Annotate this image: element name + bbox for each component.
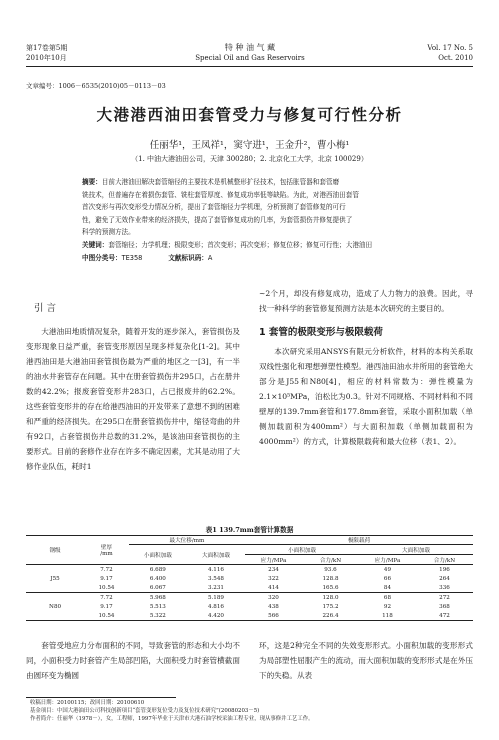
- affiliation: （1. 中油大港油田公司，天津 300280；2. 北京化工大学，北京 100029）: [131, 155, 368, 163]
- abstract-block: [82, 176, 442, 264]
- left-column: [26, 292, 240, 474]
- abstract-line-5: 科学的预测方法。: [82, 228, 135, 237]
- intro-paragraph: 大港油田地质情况复杂，随着开发的逐步深入，套管损伤及变形现象日益严重，套管变形原因呈现多样复杂化[1-2]。其中港西油田是大港油田套管损伤最为严重的地区之一[3]，有一半的油水井套管存在问题。其中在册套管损伤井295口，占在册井数的42.2%；报废套管变形井283口，占已报废井的62.2%。这些套管变形井的存在给港西油田的开发带来了意想不到的困难和严重的经济损失。在295口在册套管损伤井中，缩径弯曲的井有92口，占套管损伤井总数的31.2%，是该油田套管损伤的主要形式。目前的套修作业存在许多不确定因素，尤其是动用了大修作业队伍，耗时1: [26, 327, 240, 471]
- classification-line: 中图分类号：TE358 文献标识码：A: [82, 253, 213, 262]
- th-limit-load: 极限载荷: [245, 535, 473, 545]
- th-steel-grade: 钢级: [49, 547, 61, 554]
- table-row: J55 9.17 6.400 3.548 322 128.8 66 264: [50, 575, 450, 582]
- author-list: 任丽华¹，王凤祥¹，窦守进¹，王金升²，曹小梅¹: [149, 140, 350, 151]
- bottom-right-paragraph: 环，这是2种完全不同的失效变形形式。小面积加载的变形形式为局部塑性屈服产生的流动，而大面积加载的变形形式是在外压下的失稳。从表: [259, 641, 473, 680]
- journal-volume-en: Vol. 17 No. 5: [427, 44, 473, 52]
- footnote-author: 作者简介：任丽华（1978－），女，工程师，1997年毕业于天津市大港石油学校采油工程专业，现从事修井工艺工作。: [30, 716, 314, 722]
- journal-date-cn: 2010年10月: [26, 54, 67, 62]
- th-small-area: 小面积加载: [143, 552, 172, 559]
- journal-name-cn: 特 种 油 气 藏: [224, 43, 276, 52]
- journal-date-en: Oct. 2010: [438, 54, 473, 62]
- abstract-line-3: 首次变形与再次变形受力情况分析，提出了套管缩径力学机理，分析预测了套管修复的可行: [82, 203, 346, 212]
- abstract-line-2: 铣技术，但普遍存在着损伤套管、铣柱套管厚度、修复成功率低等缺陷。为此，对港西油田套管: [82, 190, 359, 199]
- section-1-heading: 1 套管的极限变形与极限载荷: [259, 327, 383, 338]
- journal-volume-cn: 第17卷第5期: [26, 44, 68, 52]
- th-large-area: 大面积加载: [201, 552, 230, 559]
- intro-heading: 引 言: [34, 303, 57, 314]
- keywords-label: 关键词：: [82, 240, 109, 249]
- data-table: [26, 535, 473, 620]
- article-title: 大港港西油田套管受力与修复可行性分析: [96, 106, 403, 124]
- bottom-left-paragraph: 套管受地应力分布面积的不同，导致套管的形态和大小均不同，小面积受力时套管产生局部凹陷，大面积受力时套管横截面由圆环变为椭圆: [26, 641, 240, 680]
- table-row: 10.54 5.322 4.420 566 226.4 118 472: [98, 612, 450, 619]
- th-force: 合力/kN: [433, 557, 456, 564]
- th-small-area-load: 小面积加载: [245, 545, 359, 555]
- table-row: N80 9.17 5.513 4.816 438 175.2 92 368: [49, 603, 450, 610]
- abstract-label: 摘要：: [82, 178, 102, 186]
- table-grid: [26, 535, 473, 620]
- abstract-line-1: 摘要：目前大港油田解决套管缩径的主要技术是机械整形扩径技术，包括胀管器和套管磨: [82, 178, 340, 186]
- footnote-rule: [26, 697, 176, 698]
- journal-name-en: Special Oil and Gas Reservoirs: [195, 54, 305, 62]
- th-max-displacement: 最大位移/mm: [129, 535, 245, 545]
- table-row: 7.72 6.689 4.116 234 93.6 49 196: [100, 566, 450, 573]
- right-column: [259, 286, 473, 449]
- th-stress: 应力/MPa: [260, 557, 287, 564]
- section-1-paragraph: 本次研究采用ANSYS有限元分析软件，材料的本构关系取双线性强化和理想弹塑性模型。港西油田油水井所用的套管绝大部分是J55和N80[4]，相应的材料常数为：弹性模量为2.1×10⁵MPa，泊松比为0.3。针对不同规格、不同材料和不同壁厚的139.7mm套管和177.8mm套管，采取小面积加载（单侧加载面积为400mm²）与大面积加载（单侧加载面积为4000mm²）的方式，计算极限载荷和最大位移（表1、2）。: [259, 347, 473, 446]
- footnote-received: 收稿日期：20100115；改回日期：20100610: [30, 700, 145, 706]
- footnotes: [30, 699, 470, 723]
- abstract-line-4: 性，避免了无效作业带来的经济损失，提高了套管修复成功的几率，为套管损伤井修复提供了: [82, 215, 353, 224]
- th-stress: 应力/MPa: [374, 557, 401, 564]
- th-large-area-load: 大面积加载: [359, 545, 473, 555]
- keywords-line: 关键词：套管缩径；力学机理；极限变形；首次变形；再次变形；修复位移；修复可行性；大港油田: [82, 240, 373, 249]
- right-paragraph-1: ~2个月，却没有修复成功，造成了人力物力的浪费。因此，寻找一种科学的套管修复预测方法是本次研究的主要目的。: [259, 289, 473, 313]
- table-row: 10.54 6.067 3.231 414 165.6 84 336: [98, 584, 450, 591]
- header-rule: [26, 66, 473, 67]
- th-wall-thickness: 壁厚 /mm: [100, 544, 113, 557]
- table-row: 7.72 5.968 5.189 320 128.0 68 272: [100, 594, 450, 601]
- table-caption: 表1 139.7mm套管计算数据: [205, 526, 294, 534]
- article-id: 文章编号：1006－6535(2010)05－0113－03: [26, 82, 166, 90]
- footnote-funding: 基金项目：中国大港油田公司科技创新项目“套管变形复位受力及复位技术研究”(20080203－5): [30, 708, 260, 714]
- th-force: 合力/kN: [319, 557, 342, 564]
